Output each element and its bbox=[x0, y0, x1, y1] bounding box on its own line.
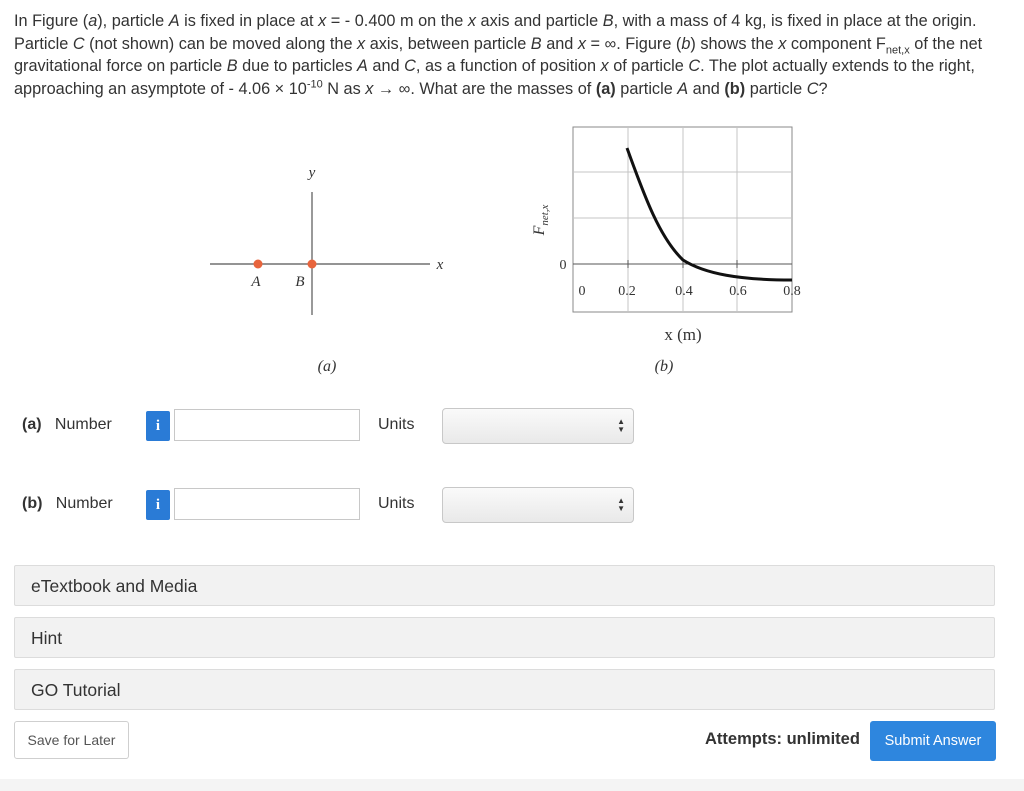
answer-b-number-input[interactable] bbox=[174, 488, 360, 520]
fig-b-x-label: x (m) bbox=[664, 325, 702, 344]
submit-answer-button[interactable]: Submit Answer bbox=[870, 721, 996, 761]
save-for-later-button[interactable]: Save for Later bbox=[14, 721, 129, 759]
etextbook-panel[interactable] bbox=[14, 565, 995, 606]
go-tutorial-label: GO Tutorial bbox=[31, 680, 121, 700]
fig-b-tick-label: 0 bbox=[578, 284, 586, 299]
go-tutorial-panel[interactable] bbox=[14, 669, 995, 710]
figure-a bbox=[210, 165, 444, 375]
fig-b-tick-label: 0.2 bbox=[618, 284, 636, 299]
etextbook-label: eTextbook and Media bbox=[31, 576, 198, 596]
hint-panel[interactable] bbox=[14, 617, 995, 658]
answer-a-units-select[interactable] bbox=[442, 408, 634, 444]
hint-label: Hint bbox=[31, 628, 63, 648]
answer-b-units-select[interactable] bbox=[442, 487, 634, 523]
figure-b bbox=[531, 127, 801, 375]
fig-b-y-label: $F_{net,x}$ bbox=[531, 204, 551, 236]
fig-b-tick-label: 0.6 bbox=[729, 284, 747, 299]
answer-a-units-label: Units bbox=[378, 416, 415, 433]
answer-b-label: (b) Number bbox=[22, 495, 113, 512]
fig-a-x-label: x bbox=[436, 257, 444, 273]
particle-a-label: A bbox=[251, 274, 261, 290]
attempts-status: Attempts: unlimited bbox=[705, 730, 860, 748]
answer-a-number-input[interactable] bbox=[174, 409, 360, 441]
fig-b-zero-label: 0 bbox=[559, 258, 567, 273]
fig-b-force-curve bbox=[627, 148, 792, 280]
particle-b-dot bbox=[308, 260, 317, 269]
updown-arrows-icon: ▲ ▼ bbox=[617, 496, 625, 513]
figure-area bbox=[0, 120, 1024, 390]
fig-b-caption: (b) bbox=[654, 358, 674, 375]
particle-b-label: B bbox=[295, 274, 305, 290]
answer-b-units-label: Units bbox=[378, 495, 415, 512]
fig-a-caption: (a) bbox=[317, 358, 337, 375]
info-icon[interactable]: i bbox=[146, 490, 170, 520]
updown-arrows-icon: ▲ ▼ bbox=[617, 417, 625, 434]
bottom-strip bbox=[0, 779, 1024, 791]
fig-a-y-label: y bbox=[308, 165, 316, 181]
fig-b-tick-label: 0.4 bbox=[675, 284, 693, 299]
figure-svg bbox=[0, 120, 1024, 390]
fig-b-tick-label: 0.8 bbox=[783, 284, 801, 299]
question-text: In Figure (a), particle A is fixed in place at x = - 0.400 m on the x axis and particle B, with a mass of 4 kg, is fixed in place at the origin. Particle C (not shown) can be moved along the x axis, between particle B and x = ∞. Figure (b) shows the x component $F_{net,x}$ of the net gravitational force on particle B due to particles A and C, as a function of position x of particle C. The plot actually extends to the right, approaching an asymptote of - $4.06 \times 10^{-10}$ N as x → ∞. What are the masses of (a) particle A and (b) particle C? bbox=[14, 12, 983, 98]
answer-a-label: (a) Number bbox=[22, 416, 112, 433]
particle-a-dot bbox=[254, 260, 263, 269]
info-icon[interactable]: i bbox=[146, 411, 170, 441]
